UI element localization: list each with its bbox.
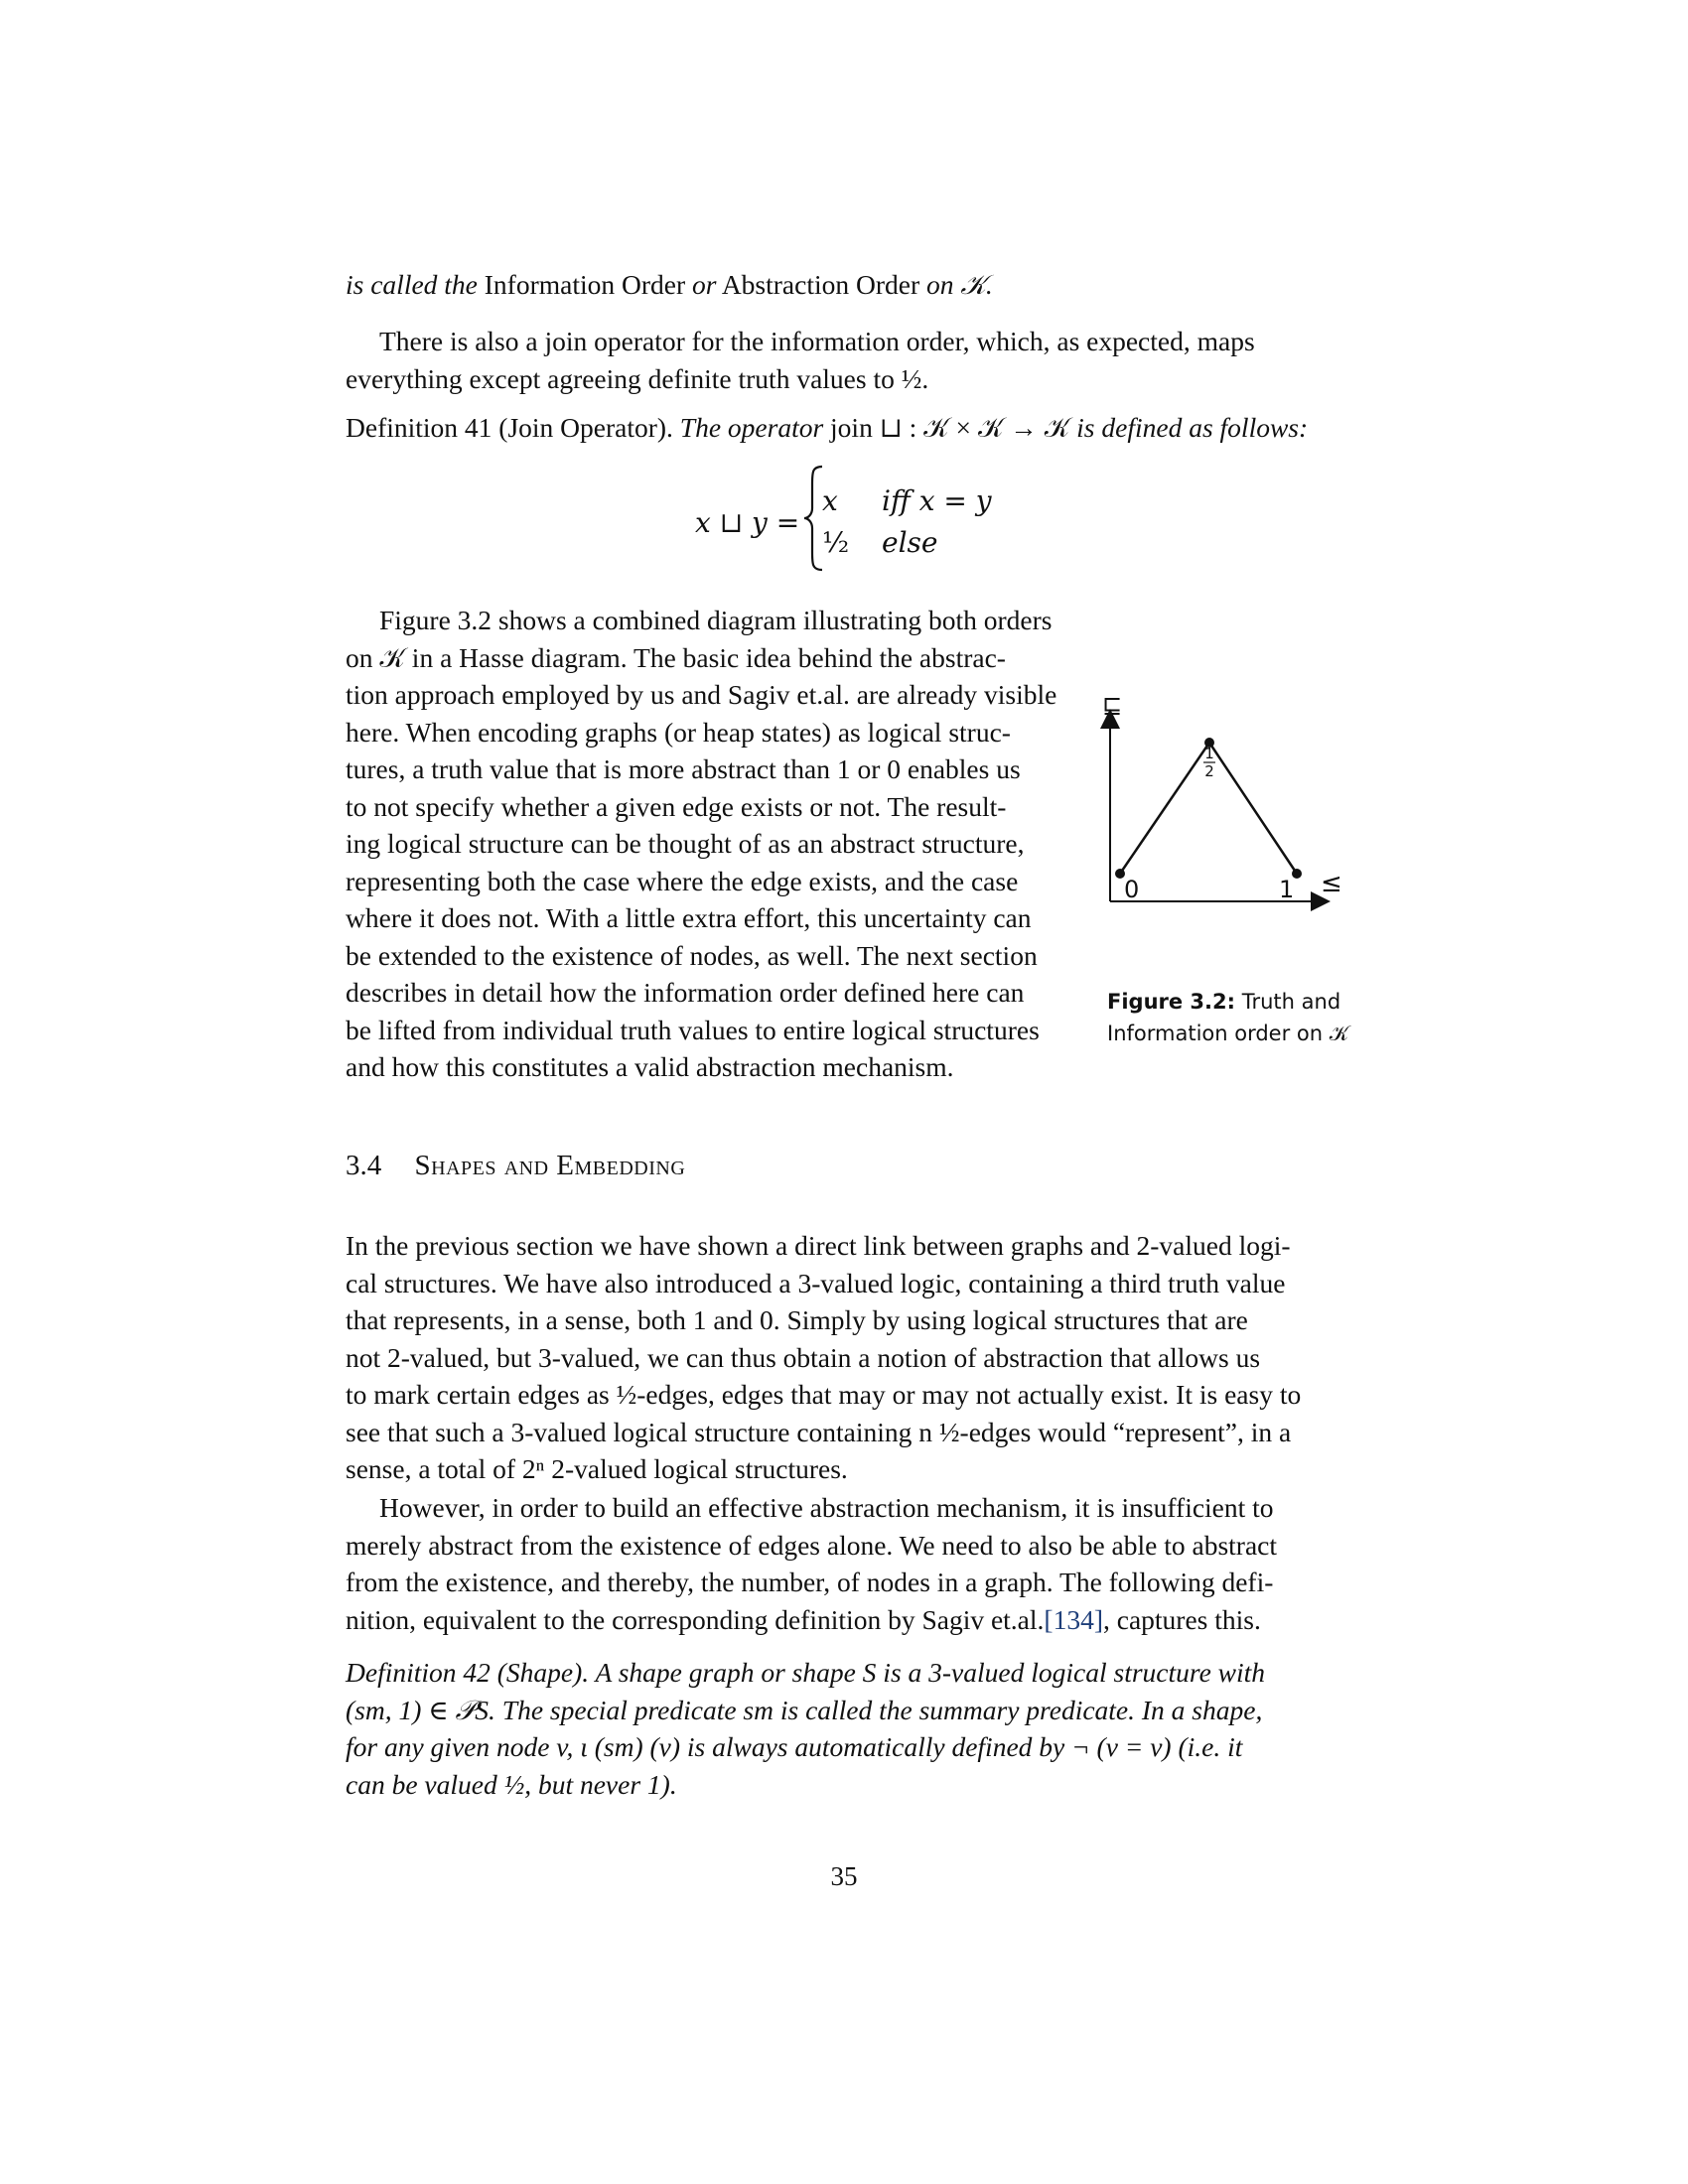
previous-section-paragraph — [346, 1227, 1319, 1488]
figure-paragraph — [346, 602, 1085, 1086]
paragraph-line: see that such a 3-valued logical structure containing n ½-edges would “represent”, in a — [346, 1416, 1292, 1447]
paragraph-line: that represents, in a sense, both 1 and 0. Simply by using logical structures that are — [346, 1304, 1248, 1335]
figure-caption-text: Truth and — [1241, 990, 1341, 1014]
paragraph-line: from the existence, and thereby, the number, of nodes in a graph. The following defi- — [346, 1567, 1274, 1597]
node-half-numerator: 1 — [1204, 745, 1214, 762]
intro-term-information-order: Information Order — [484, 269, 686, 300]
paragraph-line: to not specify whether a given edge exists or not. The result- — [346, 790, 1007, 822]
edge-zero-half — [1120, 743, 1209, 874]
paragraph-line: here. When encoding graphs (or heap states) as logical struc- — [346, 716, 1011, 748]
paragraph-line: In the previous section we have shown a direct link between graphs and 2-valued logi- — [346, 1230, 1291, 1261]
intro-line — [346, 266, 1319, 304]
section-title: Shapes and Embedding — [414, 1150, 686, 1181]
paragraph-line: to mark certain edges as ½-edges, edges that may or may not actually exist. It is easy to — [346, 1379, 1302, 1410]
citation-link[interactable]: [134] — [1044, 1603, 1103, 1635]
equation-case1-condition: iff x = y — [882, 484, 992, 517]
paragraph-line: cal structures. We have also introduced a 3-valued logic, containing a third truth value — [346, 1267, 1286, 1298]
however-last-pre: nition, equivalent to the corresponding definition by Sagiv et.al. — [346, 1603, 1045, 1635]
paragraph-line: tion approach employed by us and Sagiv et.al. are already visible — [346, 679, 1057, 710]
definition-line: for any given node v, ι (sm) (v) is always automatically defined by ¬ (v = v) (i.e. it — [346, 1731, 1243, 1762]
definition-42 — [346, 1654, 1319, 1803]
intro-or: or — [692, 269, 717, 300]
page-number: 35 — [830, 1861, 858, 1891]
intro-pre: is called the — [346, 269, 478, 300]
definition-41-post: is defined as follows: — [1076, 412, 1309, 443]
paragraph-line: where it does not. With a little extra effort, this uncertainty can — [346, 902, 1032, 933]
node-half-denominator: 2 — [1204, 762, 1214, 780]
definition-41 — [346, 409, 1319, 447]
definition-41-term: join ⊔ : 𝒦 × 𝒦 → 𝒦 — [830, 412, 1070, 443]
figure-caption — [1107, 986, 1355, 1049]
paragraph-line: tures, a truth value that is more abstract than 1 or 0 enables us — [346, 753, 1021, 784]
node-one-label: 1 — [1279, 876, 1295, 903]
paragraph-line: representing both the case where the edge exists, and the case — [346, 865, 1019, 896]
paragraph-line: and how this constitutes a valid abstraction mechanism. — [346, 1051, 954, 1082]
truth-order-axis-label: ≤ — [1321, 869, 1342, 898]
paragraph-line: However, in order to build an effective abstraction mechanism, it is insufficient to — [379, 1492, 1274, 1523]
section-heading — [346, 1150, 685, 1182]
however-paragraph — [346, 1489, 1319, 1638]
paragraph-line: everything except agreeing definite truth values to ½. — [346, 362, 929, 394]
node-zero-label: 0 — [1124, 876, 1140, 903]
definition-line: Definition 42 (Shape). A shape graph or shape S is a 3-valued logical structure with — [346, 1657, 1266, 1688]
left-brace — [802, 465, 824, 572]
paragraph-line: be extended to the existence of nodes, as well. The next section — [346, 939, 1038, 971]
paragraph-line: merely abstract from the existence of edges alone. We need to also be able to abstract — [346, 1529, 1278, 1561]
paragraph-line: Figure 3.2 shows a combined diagram illustrating both orders — [379, 605, 1053, 635]
intro-term-abstraction-order: Abstraction Order — [721, 269, 920, 300]
paragraph-line: sense, a total of 2ⁿ 2-valued logical structures. — [346, 1453, 848, 1484]
paragraph-line: not 2-valued, but 3-valued, we can thus obtain a notion of abstraction that allows us — [346, 1341, 1261, 1373]
paragraph-line: on 𝒦 in a Hasse diagram. The basic idea behind the abstrac- — [346, 641, 1006, 673]
paragraph-line: There is also a join operator for the information order, which, as expected, maps — [379, 326, 1255, 356]
definition-line: (sm, 1) ∈ 𝒫S. The special predicate sm is called the summary predicate. In a shape, — [346, 1694, 1263, 1725]
definition-line: can be valued ½, but never 1). — [346, 1768, 677, 1800]
definition-41-label: Definition 41 (Join Operator). — [346, 412, 673, 443]
intro-post: on 𝒦. — [926, 269, 993, 300]
paragraph-line: describes in detail how the information order defined here can — [346, 977, 1025, 1008]
figure-caption-text: Information order on 𝒦 — [1107, 1022, 1349, 1045]
equation-case1-value: x — [822, 484, 838, 517]
definition-41-pre: The operator — [679, 412, 824, 443]
join-equation — [685, 465, 1102, 574]
paragraph-line-last — [346, 1601, 1319, 1639]
however-last-post: , captures this. — [1102, 1603, 1261, 1635]
join-paragraph — [346, 323, 1319, 397]
paragraph-line: ing logical structure can be thought of as an abstract structure, — [346, 828, 1025, 859]
hasse-diagram — [1100, 685, 1348, 913]
figure-caption-label: Figure 3.2: — [1107, 990, 1236, 1014]
information-order-axis-label: ⊑ — [1102, 691, 1123, 719]
paragraph-line: be lifted from individual truth values to entire logical structures — [346, 1014, 1040, 1045]
section-number: 3.4 — [346, 1150, 382, 1181]
equation-case2-condition: else — [882, 526, 938, 559]
edge-half-one — [1209, 743, 1297, 874]
equation-case2-value: ½ — [822, 526, 850, 559]
equation-lhs: x ⊔ y = — [695, 506, 800, 539]
